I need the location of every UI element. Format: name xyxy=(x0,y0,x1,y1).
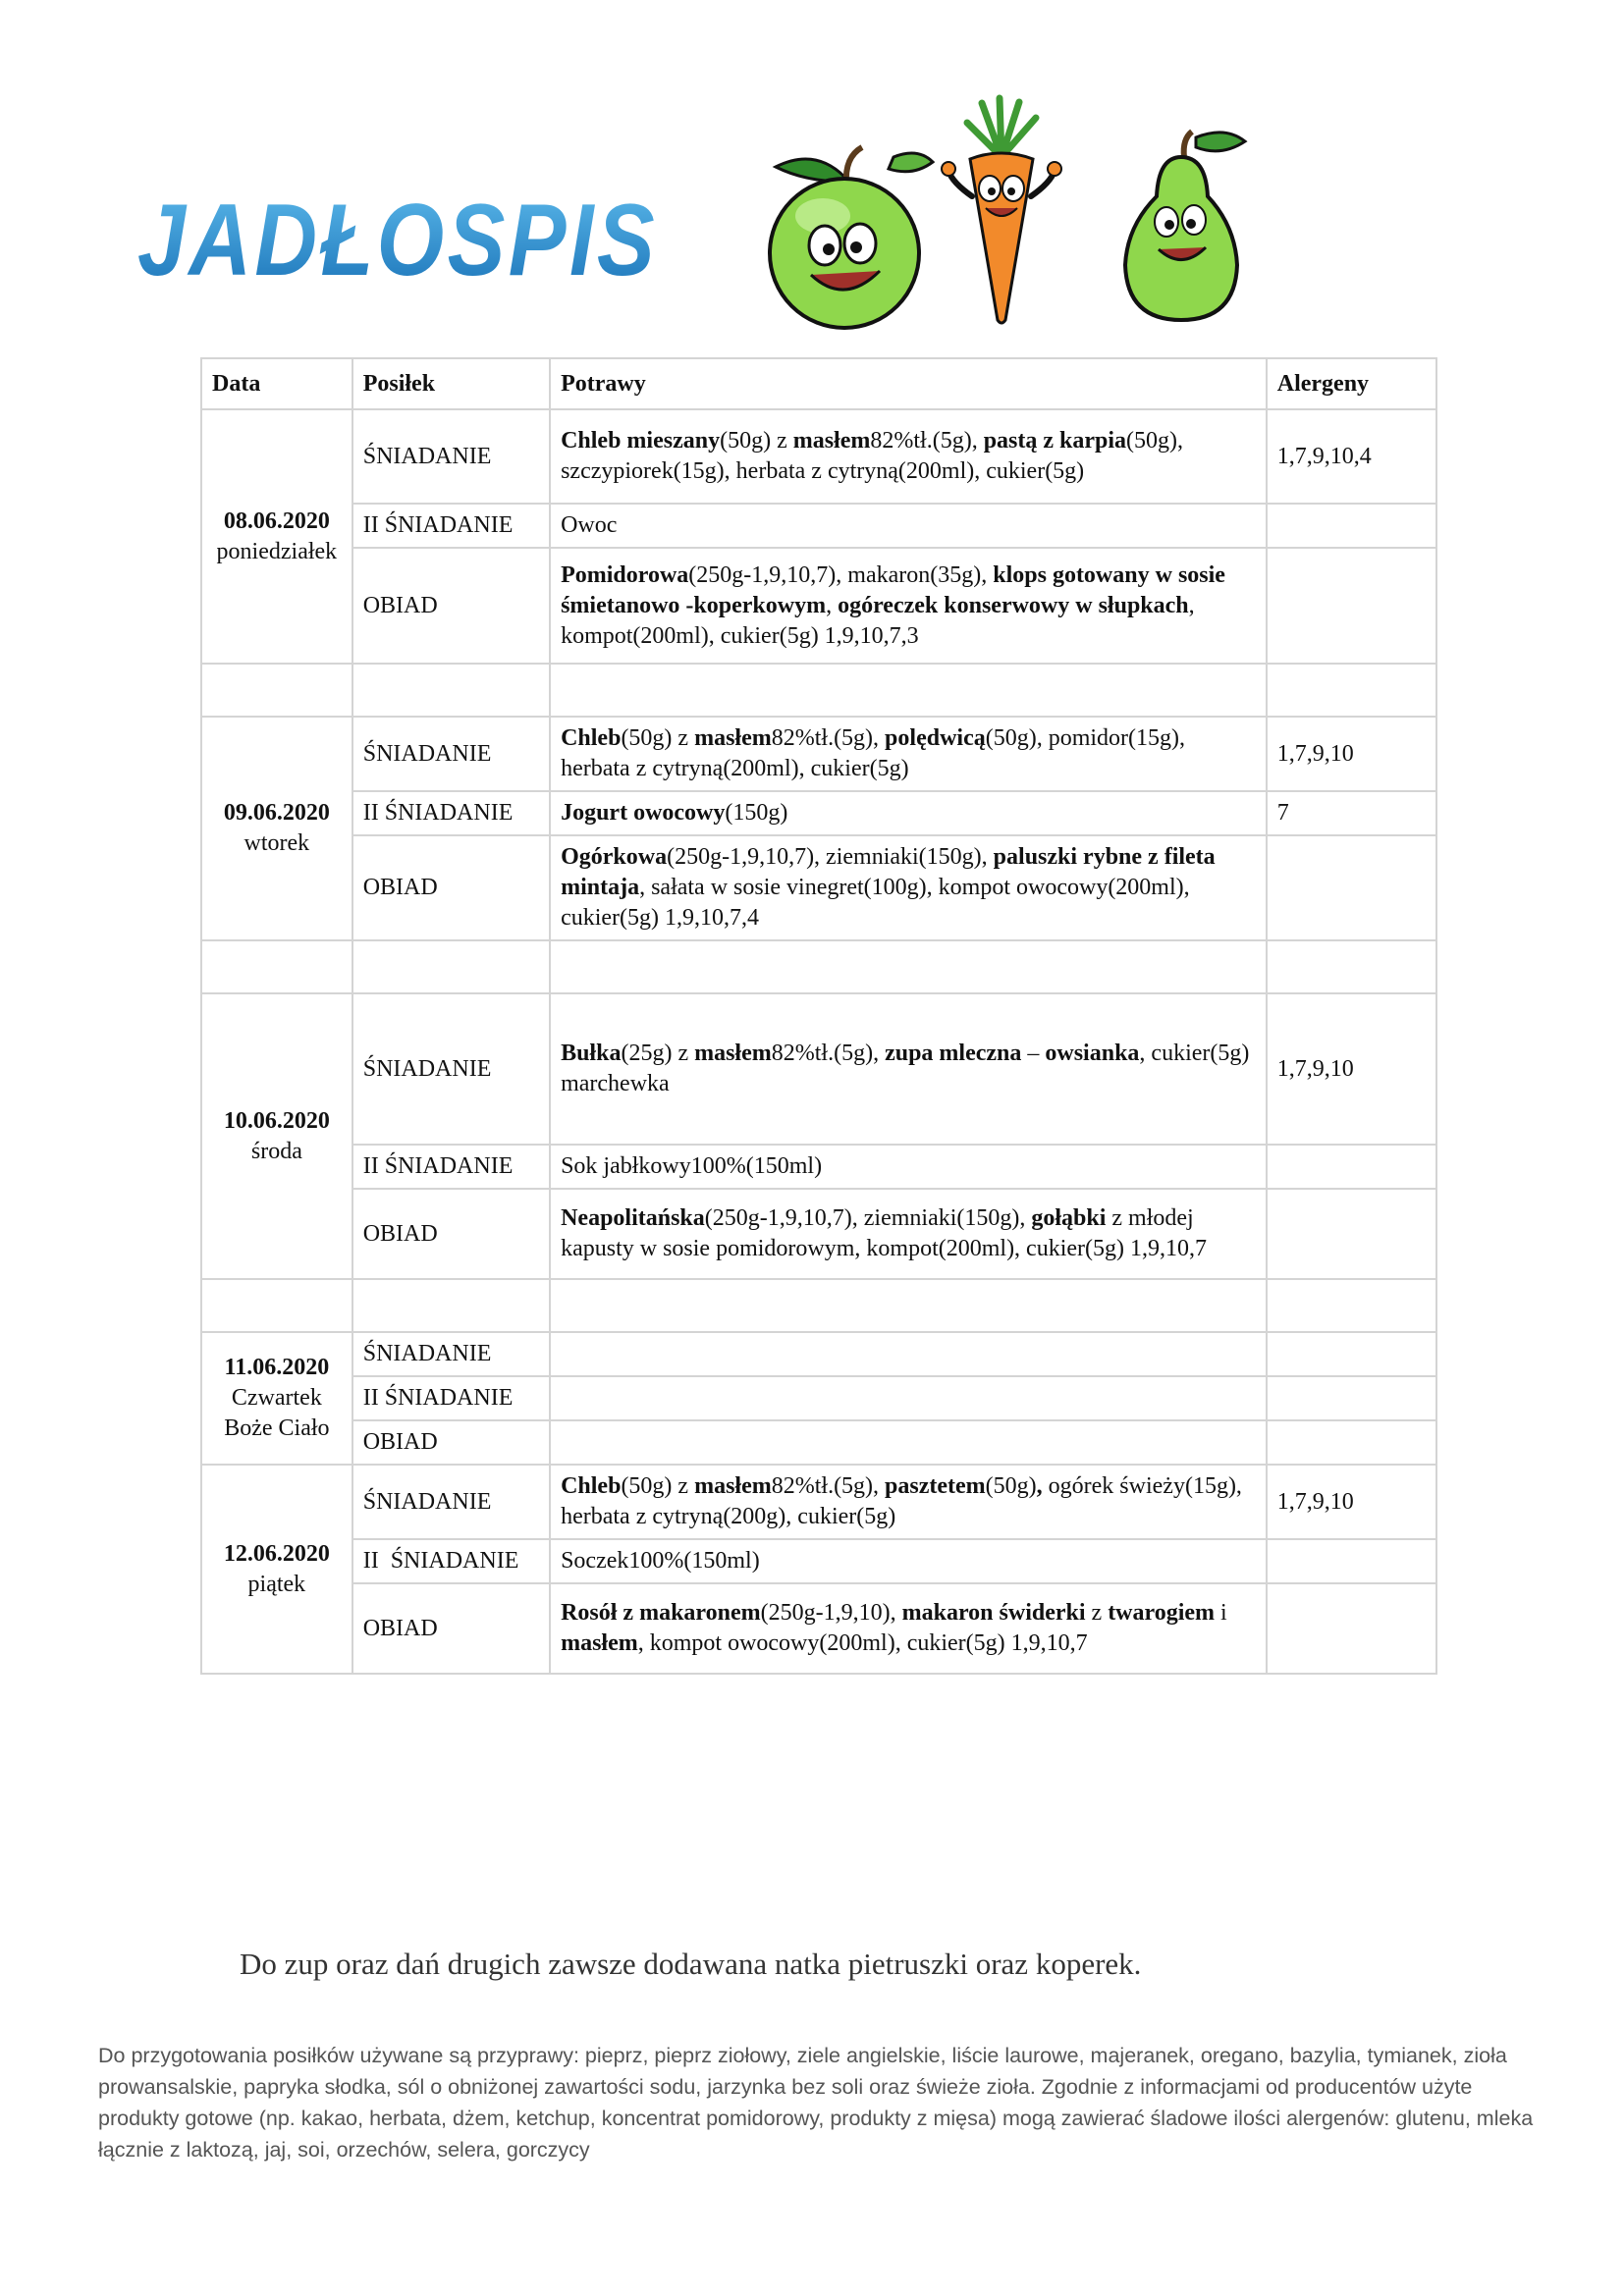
table-row xyxy=(201,1539,1436,1583)
dish-highlight: makaron świderki xyxy=(901,1600,1086,1626)
empty-cell xyxy=(1267,1279,1436,1332)
pear-mascot-icon xyxy=(1108,128,1255,324)
meal-name-cell: II ŚNIADANIE xyxy=(352,1145,550,1189)
table-row xyxy=(201,548,1436,664)
menu-table xyxy=(200,357,1437,1675)
dish-text: , xyxy=(826,592,839,618)
empty-cell xyxy=(550,940,1267,993)
table-row xyxy=(201,835,1436,940)
dish-highlight: Neapolitańska xyxy=(561,1205,705,1231)
dish-text: 82%tł.(5g), xyxy=(771,725,886,751)
dish-highlight: masłem xyxy=(792,428,871,454)
dishes-cell xyxy=(550,409,1267,504)
allergens-cell xyxy=(1267,1583,1436,1674)
dish-text: i xyxy=(1215,1600,1227,1626)
dish-highlight: masłem xyxy=(694,725,772,751)
dish-text: , cukier(5g) marchewka xyxy=(561,1041,1250,1096)
dish-highlight: pastą z karpia xyxy=(983,428,1127,454)
allergens-cell: 1,7,9,10 xyxy=(1267,1465,1436,1539)
date-cell xyxy=(201,1465,352,1674)
table-row xyxy=(201,1332,1436,1376)
dish-highlight: Chleb xyxy=(561,1473,622,1499)
empty-cell xyxy=(1267,940,1436,993)
allergens-cell: 7 xyxy=(1267,791,1436,835)
meal-name-cell: II ŚNIADANIE xyxy=(352,504,550,548)
allergens-cell xyxy=(1267,504,1436,548)
empty-cell xyxy=(550,664,1267,717)
dishes-cell xyxy=(550,993,1267,1145)
table-row xyxy=(201,1420,1436,1465)
meal-name-cell: OBIAD xyxy=(352,1189,550,1279)
meal-name-cell: OBIAD xyxy=(352,1583,550,1674)
dishes-cell xyxy=(550,548,1267,664)
allergens-cell xyxy=(1267,835,1436,940)
dish-highlight: twarogiem xyxy=(1108,1600,1216,1626)
dish-highlight: masłem xyxy=(694,1473,772,1499)
logo-text: JADŁOSPIS xyxy=(137,184,658,297)
table-row xyxy=(201,1465,1436,1539)
empty-cell xyxy=(201,1279,352,1332)
dish-text: – xyxy=(1021,1041,1046,1066)
dishes-cell xyxy=(550,1189,1267,1279)
dishes-cell xyxy=(550,835,1267,940)
allergens-cell: 1,7,9,10 xyxy=(1267,993,1436,1145)
dishes-cell xyxy=(550,791,1267,835)
meal-name-cell: ŚNIADANIE xyxy=(352,1332,550,1376)
dish-highlight: , xyxy=(1036,1473,1043,1499)
dish-text: (150g) xyxy=(725,800,788,826)
dish-text: Soczek100%(150ml) xyxy=(561,1548,760,1574)
empty-cell xyxy=(201,664,352,717)
meal-name-cell: OBIAD xyxy=(352,1420,550,1465)
weekday-text: wtorek xyxy=(244,830,310,856)
dish-text: Sok jabłkowy100%(150ml) xyxy=(561,1153,823,1179)
date-cell xyxy=(201,409,352,664)
dish-highlight: Bułka xyxy=(561,1041,622,1066)
header-meal: Posiłek xyxy=(352,358,550,409)
allergens-cell xyxy=(1267,1189,1436,1279)
meal-name-cell: ŚNIADANIE xyxy=(352,993,550,1145)
meal-name-cell: ŚNIADANIE xyxy=(352,409,550,504)
allergens-cell xyxy=(1267,1539,1436,1583)
dish-highlight: klops gotowany w sosie śmietanowo -koperkowym xyxy=(561,561,1225,618)
table-row xyxy=(201,1376,1436,1420)
dish-text: Owoc xyxy=(561,512,618,538)
date-text: 08.06.2020 xyxy=(223,507,330,534)
weekday-text: piątek xyxy=(247,1571,306,1597)
empty-cell xyxy=(352,664,550,717)
dish-text: , sałata w sosie vinegret(100g), kompot owocowy(200ml), cukier(5g) 1,9,10,7,4 xyxy=(561,875,1190,931)
apple-mascot-icon xyxy=(746,137,943,334)
date-text: 11.06.2020 xyxy=(224,1355,330,1380)
dish-highlight: masłem xyxy=(694,1041,772,1066)
header-allergens: Alergeny xyxy=(1267,358,1436,409)
date-text: 09.06.2020 xyxy=(223,800,330,826)
holiday-text: Boże Ciało xyxy=(224,1415,330,1441)
dish-text: , kompot owocowy(200ml), cukier(5g) 1,9,10,7 xyxy=(637,1630,1088,1656)
dish-text: z młodej kapusty w sosie pomidorowym, kompot(200ml), cukier(5g) 1,9,10,7 xyxy=(561,1205,1208,1261)
table-row xyxy=(201,1145,1436,1189)
spacer-row xyxy=(201,1279,1436,1332)
dish-text: (50g), szczypiorek(15g), herbata z cytryną(200ml), cukier(5g) xyxy=(561,428,1184,484)
allergens-cell xyxy=(1267,548,1436,664)
spacer-row xyxy=(201,940,1436,993)
dish-text: (50g), pomidor(15g), herbata z cytryną(200ml), cukier(5g) xyxy=(561,725,1186,781)
table-row xyxy=(201,993,1436,1145)
table-header-row xyxy=(201,358,1436,409)
dish-text: (50g) xyxy=(985,1473,1037,1499)
allergens-cell xyxy=(1267,1420,1436,1465)
empty-cell xyxy=(352,1279,550,1332)
dishes-cell xyxy=(550,1145,1267,1189)
weekday-text: Czwartek xyxy=(231,1385,322,1411)
dish-highlight: gołąbki xyxy=(1031,1205,1107,1231)
table-row xyxy=(201,1189,1436,1279)
allergens-cell: 1,7,9,10,4 xyxy=(1267,409,1436,504)
dishes-cell xyxy=(550,717,1267,791)
date-cell xyxy=(201,717,352,940)
allergens-cell: 1,7,9,10 xyxy=(1267,717,1436,791)
table-row xyxy=(201,409,1436,504)
dish-text: (250g-1,9,10), xyxy=(760,1600,902,1626)
dish-highlight: ogóreczek konserwowy w słupkach xyxy=(838,592,1189,618)
dish-highlight: Pomidorowa xyxy=(561,561,689,588)
dish-text: (50g) z xyxy=(621,1473,695,1499)
dishes-cell xyxy=(550,1465,1267,1539)
dish-highlight: zupa mleczna xyxy=(885,1041,1022,1066)
table-row xyxy=(201,791,1436,835)
carrot-mascot-icon xyxy=(943,98,1060,324)
meal-name-cell: II ŚNIADANIE xyxy=(352,1539,550,1583)
table-row xyxy=(201,1583,1436,1674)
weekday-text: środa xyxy=(250,1138,302,1164)
dishes-cell xyxy=(550,1583,1267,1674)
meal-name-cell: II ŚNIADANIE xyxy=(352,791,550,835)
meal-name-cell: OBIAD xyxy=(352,835,550,940)
allergen-disclaimer: Do przygotowania posiłków używane są przyprawy: pieprz, pieprz ziołowy, ziele angielskie, liście laurowe, majeranek, oregano, bazylia, tymianek, zioła prowansalskie, papryka słodka, sól o obniżonej zawartości sodu, jarzynka bez soli oraz świeże zioła. Zgodnie z informacjami od producentów użyte produkty gotowe (np. kakao, herbata, dżem, ketchup, koncentrat pomidorowy, produkty z mięsa) mogą zawierać śladowe ilości alergenów: glutenu, mleka łącznie z laktozą, jaj, soi, orzechów, selera, gorczycy xyxy=(98,2044,1534,2162)
header-date: Data xyxy=(201,358,352,409)
menu-logo xyxy=(134,184,664,297)
dish-highlight: polędwicą xyxy=(885,725,986,751)
dish-text: 82%tł.(5g), xyxy=(870,428,984,454)
parsley-note: Do zup oraz dań drugich zawsze dodawana natka pietruszki oraz koperek. xyxy=(240,1947,1142,1981)
dishes-cell xyxy=(550,1376,1267,1420)
dish-text: , kompot(200ml), cukier(5g) 1,9,10,7,3 xyxy=(561,592,1195,649)
dishes-cell xyxy=(550,1332,1267,1376)
meal-name-cell: ŚNIADANIE xyxy=(352,717,550,791)
dishes-cell xyxy=(550,504,1267,548)
date-text: 10.06.2020 xyxy=(223,1107,330,1134)
dish-highlight: Ogórkowa xyxy=(561,844,668,870)
allergens-cell xyxy=(1267,1332,1436,1376)
meal-name-cell: II ŚNIADANIE xyxy=(352,1376,550,1420)
dish-highlight: Jogurt owocowy xyxy=(561,800,726,826)
dish-text: z xyxy=(1085,1600,1109,1626)
allergens-cell xyxy=(1267,1145,1436,1189)
date-text: 12.06.2020 xyxy=(223,1540,330,1567)
dish-highlight: owsianka xyxy=(1045,1041,1140,1066)
dish-highlight: pasztetem xyxy=(885,1473,986,1499)
header-dishes: Potrawy xyxy=(550,358,1267,409)
dish-highlight: Chleb xyxy=(561,725,622,751)
empty-cell xyxy=(201,940,352,993)
dish-text: (250g-1,9,10,7), makaron(35g), xyxy=(688,561,994,588)
dish-text: (50g) z xyxy=(621,725,695,751)
empty-cell xyxy=(550,1279,1267,1332)
dish-text: (250g-1,9,10,7), ziemniaki(150g), xyxy=(667,844,994,870)
weekday-text: poniedziałek xyxy=(216,538,338,564)
allergens-cell xyxy=(1267,1376,1436,1420)
meal-name-cell: OBIAD xyxy=(352,548,550,664)
dish-text: (25g) z xyxy=(621,1041,695,1066)
meal-name-cell: ŚNIADANIE xyxy=(352,1465,550,1539)
date-cell xyxy=(201,993,352,1279)
dish-text: (250g-1,9,10,7), ziemniaki(150g), xyxy=(704,1205,1032,1231)
dish-text: 82%tł.(5g), xyxy=(771,1473,886,1499)
dish-highlight: Chleb mieszany xyxy=(561,428,721,454)
dish-highlight: paluszki rybne z fileta mintaja xyxy=(561,844,1216,900)
empty-cell xyxy=(1267,664,1436,717)
date-cell xyxy=(201,1332,352,1465)
dishes-cell xyxy=(550,1420,1267,1465)
empty-cell xyxy=(352,940,550,993)
dishes-cell xyxy=(550,1539,1267,1583)
table-row xyxy=(201,504,1436,548)
dish-text: (50g) z xyxy=(720,428,793,454)
spacer-row xyxy=(201,664,1436,717)
dish-text: ogórek świeży(15g), herbata z cytryną(200g), cukier(5g) xyxy=(561,1473,1242,1529)
dish-highlight: masłem xyxy=(561,1630,638,1656)
table-row xyxy=(201,717,1436,791)
dish-highlight: Rosół z makaronem xyxy=(561,1600,761,1626)
dish-text: 82%tł.(5g), xyxy=(771,1041,886,1066)
